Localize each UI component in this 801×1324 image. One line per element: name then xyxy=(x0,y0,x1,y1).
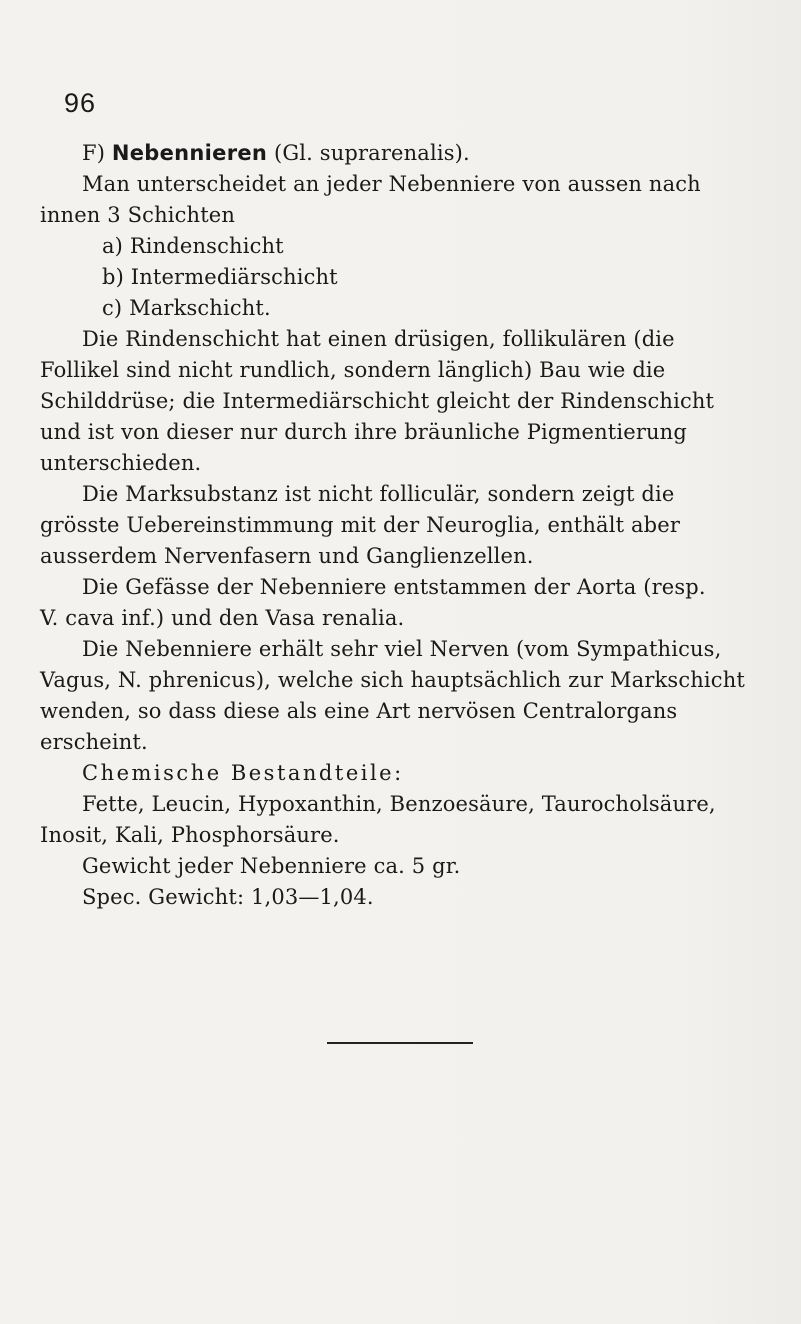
list-item: b) Intermediärschicht xyxy=(102,265,338,289)
text-line: wenden, so dass diese als eine Art nervösen Centralorgans xyxy=(40,699,678,723)
text-line: Die Gefässe der Nebenniere entstammen der Aorta (resp. xyxy=(82,575,706,599)
text-line: grösste Uebereinstimmung mit der Neuroglia, enthält aber xyxy=(40,513,681,537)
text-line: Die Marksubstanz ist nicht folliculär, sondern zeigt die xyxy=(82,482,675,506)
text-line: V. cava inf.) und den Vasa renalia. xyxy=(40,606,405,630)
text-line: Fette, Leucin, Hypoxanthin, Benzoesäure, Taurocholsäure, xyxy=(82,792,716,816)
section-heading xyxy=(40,138,770,169)
heading-term: Nebennieren xyxy=(111,141,268,165)
heading-suffix: (Gl. suprarenalis). xyxy=(267,141,470,165)
text-line: erscheint. xyxy=(40,730,148,754)
text-line: Die Nebenniere erhält sehr viel Nerven (vom Sympathicus, xyxy=(82,637,722,661)
text-line: Gewicht jeder Nebenniere ca. 5 gr. xyxy=(82,854,461,878)
text-line: Follikel sind nicht rundlich, sondern länglich) Bau wie die xyxy=(40,358,666,382)
text-line: Die Rindenschicht hat einen drüsigen, follikulären (die xyxy=(82,327,675,351)
text-line: Spec. Gewicht: 1,03—1,04. xyxy=(82,885,374,909)
page-number: 96 xyxy=(64,88,97,118)
list-item: c) Markschicht. xyxy=(102,296,271,320)
subheading: Chemische Bestandteile: xyxy=(82,761,404,785)
text-line: Man unterscheidet an jeder Nebenniere von aussen nach xyxy=(82,172,701,196)
text-line: und ist von dieser nur durch ihre bräunliche Pigmentierung xyxy=(40,420,687,444)
text-line: unterschieden. xyxy=(40,451,202,475)
text-line: ausserdem Nervenfasern und Ganglienzellen. xyxy=(40,544,534,568)
section-divider-rule xyxy=(327,1042,473,1044)
text-line: Vagus, N. phrenicus), welche sich hauptsächlich zur Markschicht xyxy=(40,668,745,692)
heading-prefix: F) xyxy=(82,141,112,165)
text-line: innen 3 Schichten xyxy=(40,203,236,227)
text-line: Inosit, Kali, Phosphorsäure. xyxy=(40,823,340,847)
text-line: Schilddrüse; die Intermediärschicht gleicht der Rindenschicht xyxy=(40,389,715,413)
list-item: a) Rindenschicht xyxy=(102,234,284,258)
body-text xyxy=(40,138,770,913)
